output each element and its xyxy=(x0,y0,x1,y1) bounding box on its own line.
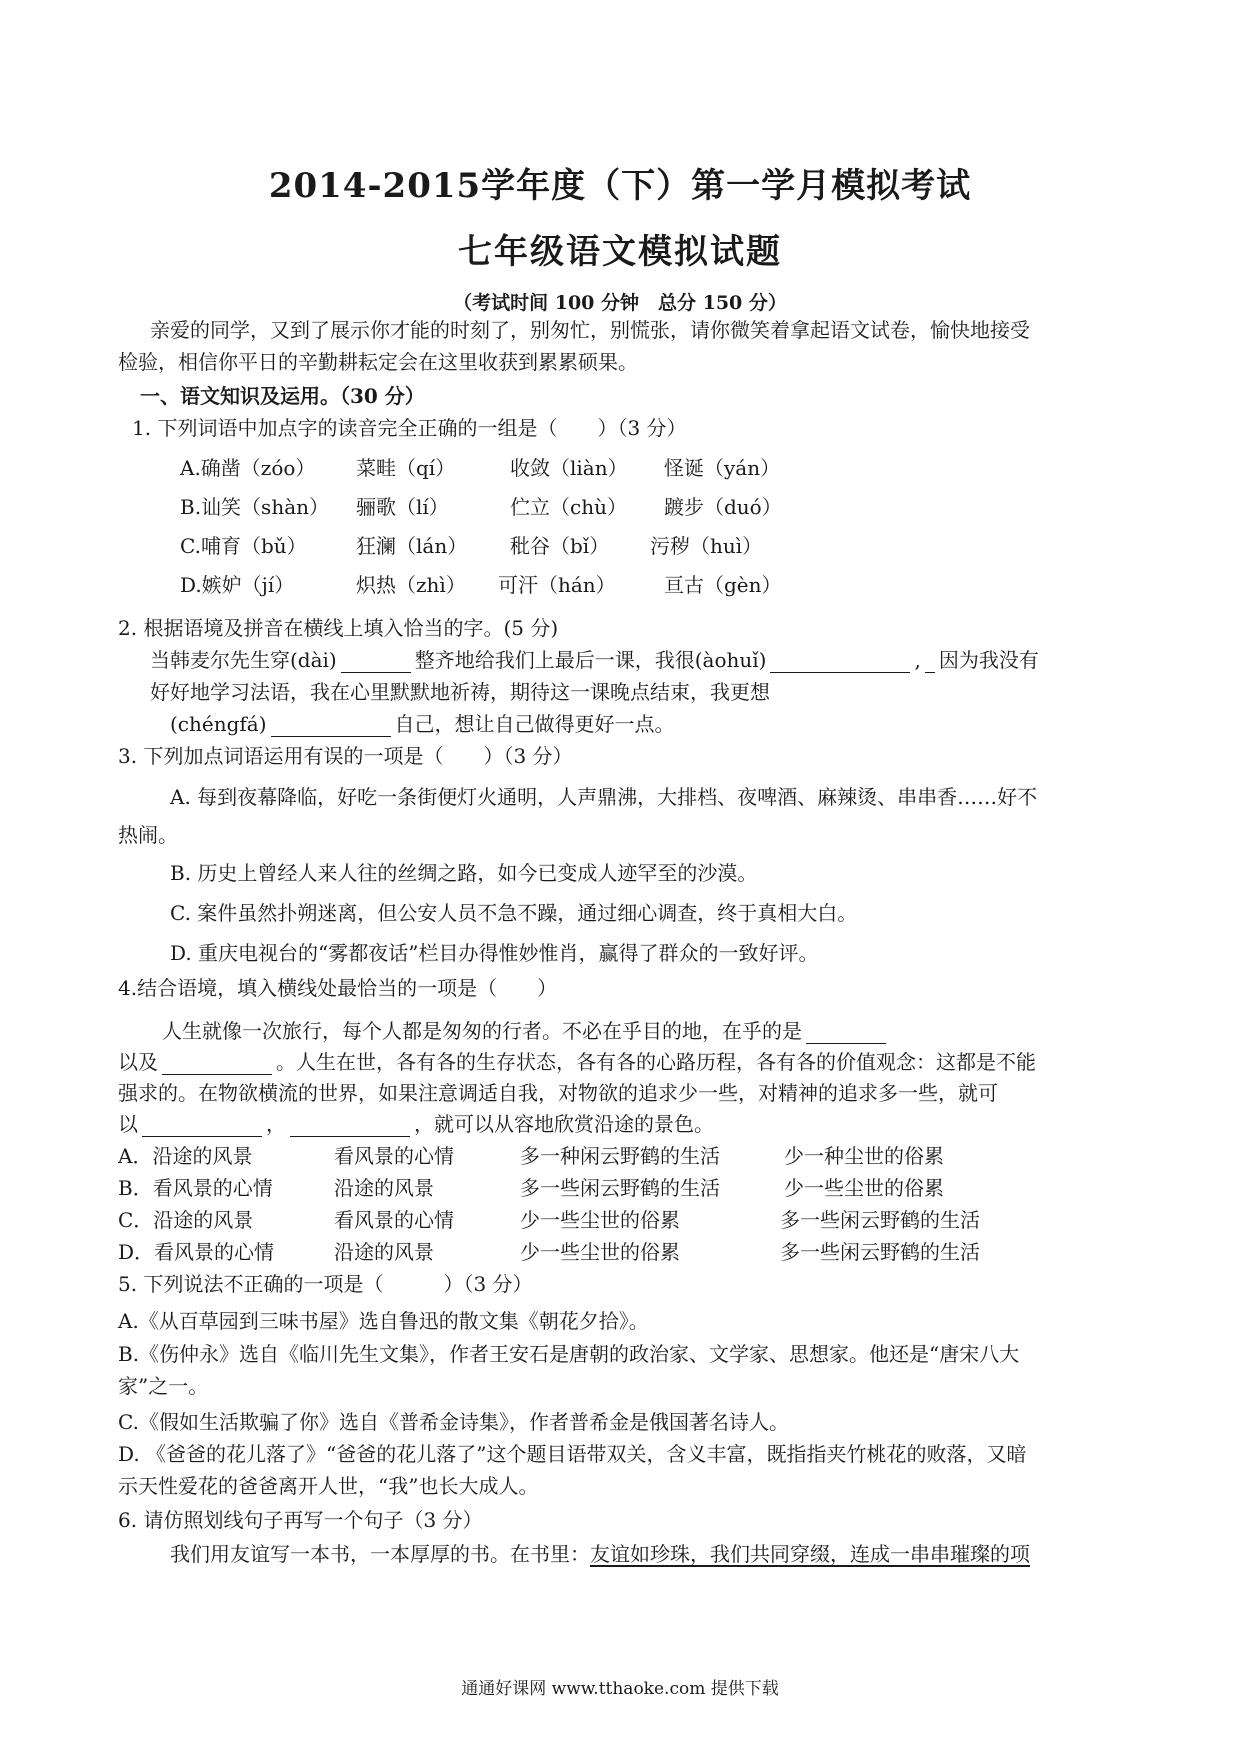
q4-stem: 4.结合语境，填入横线处最恰当的一项是（ ） xyxy=(118,976,558,1000)
section-heading: 一、语文知识及运用。（30 分） xyxy=(140,384,425,408)
q2-text-1d: 因为我没有 xyxy=(938,648,1039,672)
q4-text-4b: ， xyxy=(266,1112,286,1136)
q4-option-b-2: 沿途的风景 xyxy=(334,1176,434,1200)
q1-option-c-1: C.哺育（bǔ） xyxy=(180,534,307,558)
q1-option-b-3: 伫立（chù） xyxy=(510,495,627,519)
q2-text-3b: 自己，想让自己做得更好一点。 xyxy=(394,712,675,736)
q4-para-line-4 xyxy=(118,1108,714,1137)
q4-option-d-3: 少一些尘世的俗累 xyxy=(520,1240,680,1264)
q4-option-d-4: 多一些闲云野鹤的生活 xyxy=(780,1240,980,1264)
q2-blank-2[interactable] xyxy=(770,650,910,673)
q2-text-1c: , xyxy=(914,648,921,672)
q4-text-2b: 。人生在世，各有各的生存状态，各有各的心路历程，各有各的价值观念：这都是不能 xyxy=(276,1050,1036,1074)
exam-title: 2014-2015学年度（下）第一学月模拟考试 xyxy=(268,166,972,206)
q1-option-b-2: 骊歌（lí） xyxy=(356,495,449,519)
q2-line-1 xyxy=(150,644,1039,673)
q1-option-c-2: 狂澜（lán） xyxy=(356,534,468,558)
q6-text: 我们用友谊写一本书，一本厚厚的书。在书里： xyxy=(170,1542,590,1566)
q1-stem: 1. 下列词语中加点字的读音完全正确的一组是（ ）（3 分） xyxy=(132,416,687,440)
q4-option-a-4: 少一种尘世的俗累 xyxy=(784,1144,944,1168)
q1-option-b-4: 踱步（duó） xyxy=(664,495,782,519)
q4-blank-3[interactable] xyxy=(142,1114,262,1137)
q3-option-c: C. 案件虽然扑朔迷离，但公安人员不急不躁，通过细心调查，终于真相大白。 xyxy=(170,901,858,925)
q4-option-c-4: 多一些闲云野鹤的生活 xyxy=(780,1208,980,1232)
q2-blank-3[interactable] xyxy=(271,714,391,737)
q4-option-b-1: B．看风景的心情 xyxy=(118,1176,273,1200)
q1-option-a-2: 菜畦（qí） xyxy=(356,456,456,480)
page-footer: 通通好课网 www.tthaoke.com 提供下载 xyxy=(461,1679,779,1699)
q1-option-a-3: 收敛（liàn） xyxy=(510,456,628,480)
q2-blank-1[interactable] xyxy=(341,650,411,673)
q4-para-line-1 xyxy=(162,1015,890,1044)
q1-option-a-4: 怪诞（yán） xyxy=(664,456,781,480)
q1-option-d-3: 可汗（hán） xyxy=(498,573,616,597)
q2-text-3a: (chéngfá) xyxy=(170,712,267,736)
q5-option-b-line-1: B.《伤仲永》选自《临川先生文集》，作者王安石是唐朝的政治家、文学家、思想家。他还是“唐宋八大 xyxy=(118,1342,1020,1366)
q4-text-2a: 以及 xyxy=(118,1050,158,1074)
q4-text-4a: 以 xyxy=(118,1112,138,1136)
q1-option-d-1: D.嫉妒（jí） xyxy=(180,573,295,597)
exam-info: （考试时间 100 分钟 总分 150 分） xyxy=(453,292,787,314)
q4-blank-2[interactable] xyxy=(162,1052,272,1075)
q3-option-b: B. 历史上曾经人来人往的丝绸之路，如今已变成人迹罕至的沙漠。 xyxy=(170,861,758,885)
q5-option-c: C.《假如生活欺骗了你》选自《普希金诗集》，作者普希金是俄国著名诗人。 xyxy=(118,1410,789,1434)
intro-line-2: 检验，相信你平日的辛勤耕耘定会在这里收获到累累硕果。 xyxy=(118,350,638,374)
q3-option-d: D. 重庆电视台的“雾都夜话”栏目办得惟妙惟肖，赢得了群众的一致好评。 xyxy=(170,941,819,965)
q4-option-d-2: 沿途的风景 xyxy=(334,1240,434,1264)
q5-option-a: A.《从百草园到三味书屋》选自鲁迅的散文集《朝花夕拾》。 xyxy=(118,1309,649,1333)
q2-text-1b: 整齐地给我们上最后一课，我很(àohuǐ) xyxy=(414,648,767,672)
q2-text-1a: 当韩麦尔先生穿(dài) xyxy=(150,648,337,672)
q4-option-a-3: 多一种闲云野鹤的生活 xyxy=(520,1144,720,1168)
q3-option-a-line-1: A. 每到夜幕降临，好吃一条街便灯火通明，人声鼎沸，大排档、夜啤酒、麻辣烫、串串香……好不 xyxy=(170,785,1038,809)
q2-blank-mark xyxy=(925,650,935,673)
q1-option-d-4: 亘古（gèn） xyxy=(664,573,782,597)
q5-option-d-line-1: D. 《爸爸的花儿落了》“爸爸的花儿落了”这个题目语带双关，含义丰富，既指指夹竹桃花的败落，又暗 xyxy=(118,1442,1027,1466)
q4-option-a-2: 看风景的心情 xyxy=(334,1144,454,1168)
q4-option-a-1: A．沿途的风景 xyxy=(118,1144,253,1168)
q4-option-b-4: 少一些尘世的俗累 xyxy=(784,1176,944,1200)
q4-blank-4[interactable] xyxy=(290,1114,410,1137)
q3-option-a-line-2: 热闹。 xyxy=(118,823,178,847)
q2-line-3 xyxy=(170,708,675,737)
q4-option-d-1: D．看风景的心情 xyxy=(118,1240,275,1264)
q2-stem: 2. 根据语境及拼音在横线上填入恰当的字。(5 分) xyxy=(118,616,559,640)
exam-subtitle: 七年级语文模拟试题 xyxy=(458,232,782,272)
q4-option-b-3: 多一些闲云野鹤的生活 xyxy=(520,1176,720,1200)
q4-text-1: 人生就像一次旅行，每个人都是匆匆的行者。不必在乎目的地，在乎的是 xyxy=(162,1019,802,1043)
q1-option-d-2: 炽热（zhì） xyxy=(356,573,466,597)
q4-para-line-2 xyxy=(118,1046,1036,1075)
q6-paragraph xyxy=(170,1538,1030,1567)
q1-option-c-4: 污秽（huì） xyxy=(650,534,763,558)
q5-option-b-line-2: 家”之一。 xyxy=(118,1374,209,1398)
q4-para-line-3: 强求的。在物欲横流的世界，如果注意调适自我，对物欲的追求少一些，对精神的追求多一些，就可 xyxy=(118,1081,998,1105)
q4-option-c-3: 少一些尘世的俗累 xyxy=(520,1208,680,1232)
q4-blank-1[interactable] xyxy=(806,1021,886,1044)
q6-stem: 6. 请仿照划线句子再写一个句子（3 分） xyxy=(118,1508,483,1532)
q2-line-2: 好好地学习法语，我在心里默默地祈祷，期待这一课晚点结束，我更想 xyxy=(150,680,770,704)
q6-underlined-sentence: 友谊如珍珠，我们共同穿缀，连成一串串璀璨的项 xyxy=(590,1542,1030,1566)
q5-option-d-line-2: 示天性爱花的爸爸离开人世，“我”也长大成人。 xyxy=(118,1474,539,1498)
q4-option-c-2: 看风景的心情 xyxy=(334,1208,454,1232)
q1-option-a-1: A.确凿（zóo） xyxy=(180,456,316,480)
intro-line-1: 亲爱的同学，又到了展示你才能的时刻了，别匆忙，别慌张，请你微笑着拿起语文试卷，愉快地接受 xyxy=(150,318,1030,342)
q1-option-c-3: 秕谷（bǐ） xyxy=(510,534,610,558)
q4-text-4c: ，就可以从容地欣赏沿途的景色。 xyxy=(414,1112,714,1136)
q1-option-b-1: B.讪笑（shàn） xyxy=(180,495,330,519)
q3-stem: 3. 下列加点词语运用有误的一项是（ ）（3 分） xyxy=(118,744,573,768)
q5-stem: 5. 下列说法不正确的一项是（ ）（3 分） xyxy=(118,1272,533,1296)
q4-option-c-1: C．沿途的风景 xyxy=(118,1208,254,1232)
